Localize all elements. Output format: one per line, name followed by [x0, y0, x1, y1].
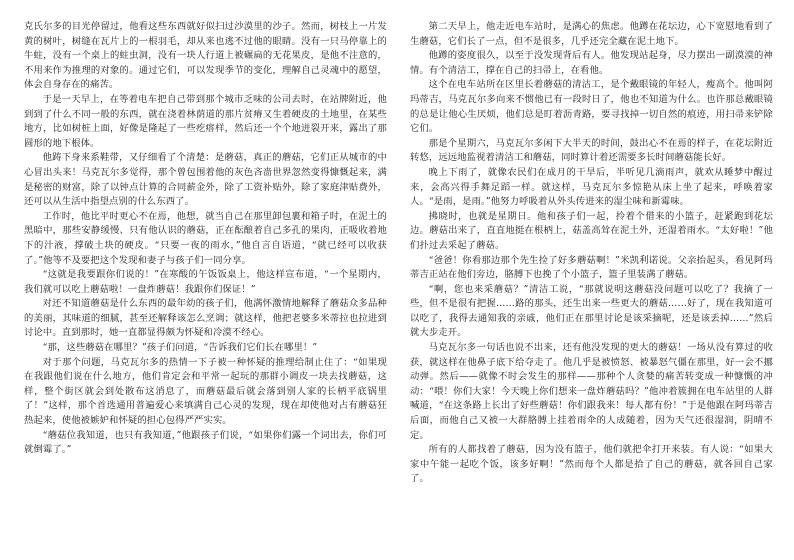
- paragraph: “那，这些蘑菇在哪里？”孩子们问道，“告诉我们它们长在哪里！”: [42, 342, 318, 354]
- paragraph: 对还不知道蘑菇是什么东西的最年幼的孩子们，他满怀激情地解释了蘑菇众多品种的美丽，其味道的细腻，甚至还解释该怎么烹调；就这样，他把老婆多米蒂拉也拉进到讨论中。直到那时，她一直都显得颇为怀疑和冷漠不经心。: [24, 298, 387, 339]
- paragraph: 拂晓时，也就是星期日。他和孩子们一起，拎着个借来的小篮子，赶紧跑到花坛边。蘑菇出来了，直直地挺在根柄上，菇盖高耸在泥土外，还湿着雨水。“太好啦！”他们扑过去采起了蘑菇。: [410, 210, 773, 251]
- paragraph: 对于那个问题，马克瓦尔多的热情一下子被一种怀疑的推理给制止住了：“如果现在我跟他们说在什么地方，他们肯定会和平常一起玩的那群小调皮一块去找蘑菇，这样，整个街区就会到处散布这消息了，而蘑菇最后就会落到别人家的长柄平底锅里了！”这样，那个首选通用普遍爱心来填满自己心灵的发现，现在却使他对占有蘑菇狂热起来，使他被嫉妒和怀疑的担心包得严严实实。: [24, 356, 387, 427]
- paragraph: “啊，您也来采蘑菇？”清洁工说，“那就说明这蘑菇没问题可以吃了？我摘了一些，但不是很有把握……路的那头，还生出来一些更大的蘑菇……好了，现在我知道可以吃了，我得去通知我的亲戚，他们正在那里讨论是该采摘呢，还是该丢掉……”然后就大步走开。: [410, 283, 773, 339]
- paragraph: “这就是我要跟你们说的！”在寒酸的午饭饭桌上，他这样宣布道，“一个星期内，我们就可以吃上蘑菇啦！一盘炸蘑菇！我跟你们保证！”: [24, 269, 387, 295]
- left-text-column: [24, 20, 387, 546]
- paragraph: “爸爸！你看那边那个先生捡了好多蘑菇啊！”米凯利诺说。父亲抬起头，看见阿玛蒂吉正站在他们旁边，胳膊下也挽了个小篮子，篮子里装满了蘑菇。: [410, 254, 773, 281]
- paragraph: 这个在电车站所在区里长着蘑菇的清洁工，是个戴眼镜的年轻人，瘦高个。他叫阿玛蒂吉，马克瓦尔多向来不惯他已有一段时日了，他也不知道为什么。也许那总戴眼镜的总是让他心生厌烦，他们总是盯着沥青路，要寻找掉一切自然的痕迹，用扫帚来铲除它们。: [410, 79, 773, 135]
- paragraph: 所有的人都找着了蘑菇，因为没有篮子，他们就把伞打开来装。有人说：“如果大家中午能一起吃个饭，该多好啊！”然而每个人都是拾了自己的蘑菇，就各回自己家了。: [410, 444, 773, 485]
- paragraph: “蘑菇位我知道，也只有我知道，”他跟孩子们说，“如果你们露一个词出去，你们可就倒霉了。”: [24, 429, 387, 456]
- right-text-column: [410, 20, 773, 546]
- paragraph: 第二天早上，他走近电车站时，是满心的焦虑。他蹲在花坛边，心下宽慰地看到了生蘑菇，它们长了一点，但不是很多，几乎还完全藏在泥土地下。: [410, 21, 773, 47]
- paragraph: 马克瓦尔多一句话也说不出来，还有他没发现的更大的蘑菇！一场从没有算过的收获，就这样在他鼻子底下给夺走了。他几乎是被愤怒、被暴怒气僵在那里，好一会不挪动弹。然后——就像不时会发生的那样——那种个人贪婪的痛苦转变成一种慷慨的冲动：“喂！你们大家！今天晚上你们想来一盘炸蘑菇吗？”他冲着簇拥在电车站里的人群喊道，“在这条路上长出了好些蘑菇！你们跟我来！每人都有份！”于是他跟在阿玛蒂吉后面，而他自己又被一大群胳膊上挂着雨伞的人成随着，因为天气还很湿润，阴晴不定。: [410, 342, 773, 441]
- paragraph: 他踌下身来系鞋带，又仔细看了个清楚：是蘑菇，真正的蘑菇，它们正从城市的中心冒出头来！马克瓦尔多觉得，那个曾包围着他的灰色吝啬世界忽然变得慷慨起来，满是秘密的财富，除了以钟点计算的合同薪金外，除了工资补贴外，除了家庭津贴费外，还可以从生活中指望点别的什么东西了。: [24, 152, 387, 208]
- paragraph: 于是一天早上，在等着电车把自己带到那个城市乏味的公司去时，在站牌附近，他到到了什么不同一般的东西，就在浇着林荫道的那片贫瘠又生着硬皮的土地里，在某些地方，比如树桩上面，好像是隆起了一些疙瘩样，然后还一个个地迸裂开来，露出了那圆形的地下根体。: [24, 93, 387, 149]
- paragraph: 晚上下雨了，就像农民们在成月的干旱后，半听见几滴雨声，就欢从睡梦中醒过来，会高兴得手舞足蹈一样。就这样，马克瓦尔多惊艳从床上坐了起来，呼唤着家人。“是雨，是雨。”他努力呼吸着从外头传进来的湿尘味和新霉味。: [410, 166, 773, 208]
- paragraph: 克氏尔多的目光停留过，他看这些东西就好似扫过沙漠里的沙子。然而，树枝上一片发黄的树叶，树缝在瓦片上的一根羽毛，却从来也逃不过他的眼睛。没有一只马停靠上的牛蛀，没有一个桌上的蛀虫洞，没有一块人行道上被碾扁的无花果皮，是他不注意的，不用来作为推理的对象的。通过它们，可以发现季节的变化，理解自己灵魂中的愿望，体会自身存在的痛苦。: [24, 21, 387, 91]
- paragraph: 工作时，他比平时更心不在焉，他想，就当自己在那里卸包裹和箱子时，在泥土的黑暗中，那些安静缓慢、只有他认识的蘑菇，正在酝酿着自己多孔的果肉，正吸收着地下的汁液，撑破土块的硬皮。“只要一夜的雨水，”他自言自语道，“就已经可以收获了。”他等不及要把这个发现和妻子与孩子们一同分享。: [24, 210, 387, 266]
- paragraph: 他蹲的姿度很久，以至于没发现背后有人。他发现站起身，尽力摆出一副漠漠的神情。有个清洁工，撑在自己的扫帚上，在看他。: [410, 50, 773, 76]
- paragraph: 那是个星期六，马克瓦尔多闲下大半天的时间，鼓出心不在焉的样子，在花坛附近转悠，远远地监视着清洁工和蘑菇，同时算计着还需要多长时间蘑菇能长好。: [410, 137, 773, 164]
